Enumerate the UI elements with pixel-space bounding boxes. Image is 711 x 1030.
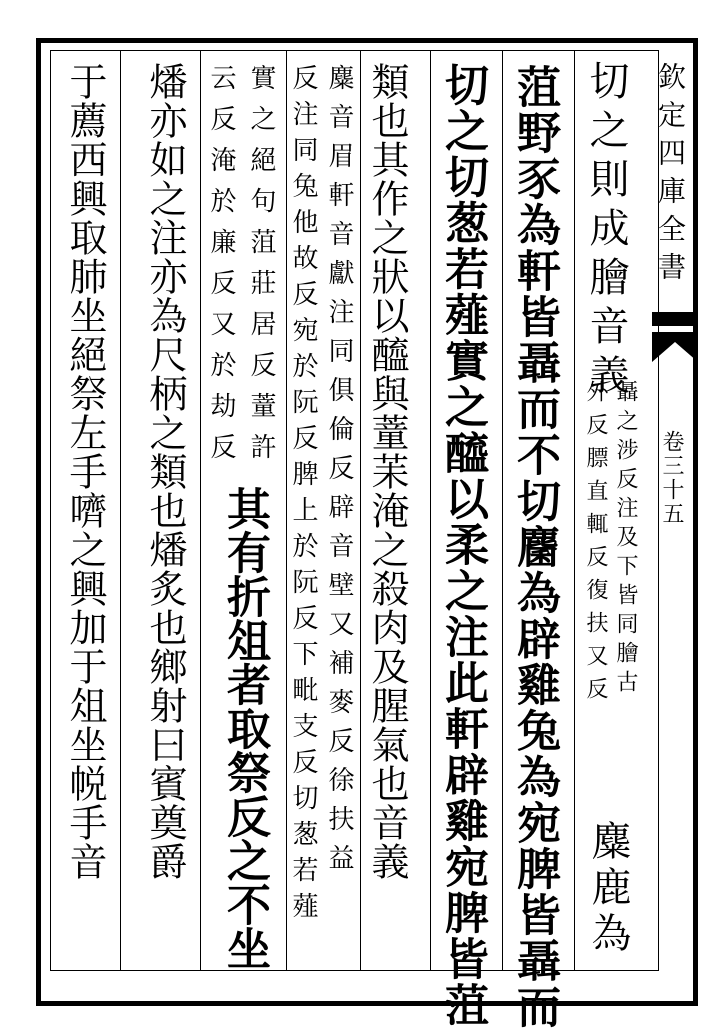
text-column-7b: 其有折俎者取祭反之不坐 bbox=[219, 486, 270, 970]
annotation-column-6: 反注同兔他故反宛於阮反脾上於阮反下毗支反切葱若薤 bbox=[288, 64, 318, 928]
text-column-2: 菹野豕為軒皆聶而不切麕為辟雞兔為宛脾皆聶而 bbox=[509, 64, 560, 1030]
column-divider bbox=[360, 50, 361, 971]
text-frame bbox=[50, 50, 659, 971]
column-divider bbox=[286, 50, 287, 971]
fishtail-icon bbox=[652, 324, 698, 370]
annotation-column-8: 云反淹於廉反又於劫反 bbox=[206, 64, 236, 474]
annotation-column-7: 實之絕句菹莊居反蕫許 bbox=[246, 64, 276, 474]
column-divider bbox=[502, 50, 503, 971]
text-column-1a: 切之則成膾音義 bbox=[583, 60, 629, 403]
annotation-column-1c: 外反膘直輒反復扶又反 bbox=[583, 380, 608, 710]
column-divider bbox=[200, 50, 201, 971]
text-column-9: 燔亦如之注亦為尺柄之類也燔炙也鄉射曰賓奠爵 bbox=[143, 62, 187, 881]
column-divider bbox=[574, 50, 575, 971]
text-column-3: 切之切葱若薤實之醯以柔之注此軒辟雞宛脾皆菹 bbox=[437, 62, 488, 1028]
column-divider bbox=[430, 50, 431, 971]
column-divider bbox=[120, 50, 121, 971]
annotation-column-1b: 聶之涉反注及下皆同膾古 bbox=[613, 380, 638, 699]
annotation-column-5: 麋音眉軒音獻注同俱倫反辟音壁又補麥反徐扶益 bbox=[324, 64, 354, 883]
text-column-10: 于薦西興取肺坐絕祭左手嚌之興加于俎坐帨手音 bbox=[63, 62, 107, 881]
volume-label: 卷三十五 bbox=[659, 430, 684, 526]
book-title: 欽定四庫全書 bbox=[654, 62, 687, 290]
text-column-1d: 麋鹿為 bbox=[585, 820, 631, 958]
text-column-4: 類也其作之狀以醯與蕫苿淹之殺肉及腥氣也音義 bbox=[365, 62, 409, 881]
